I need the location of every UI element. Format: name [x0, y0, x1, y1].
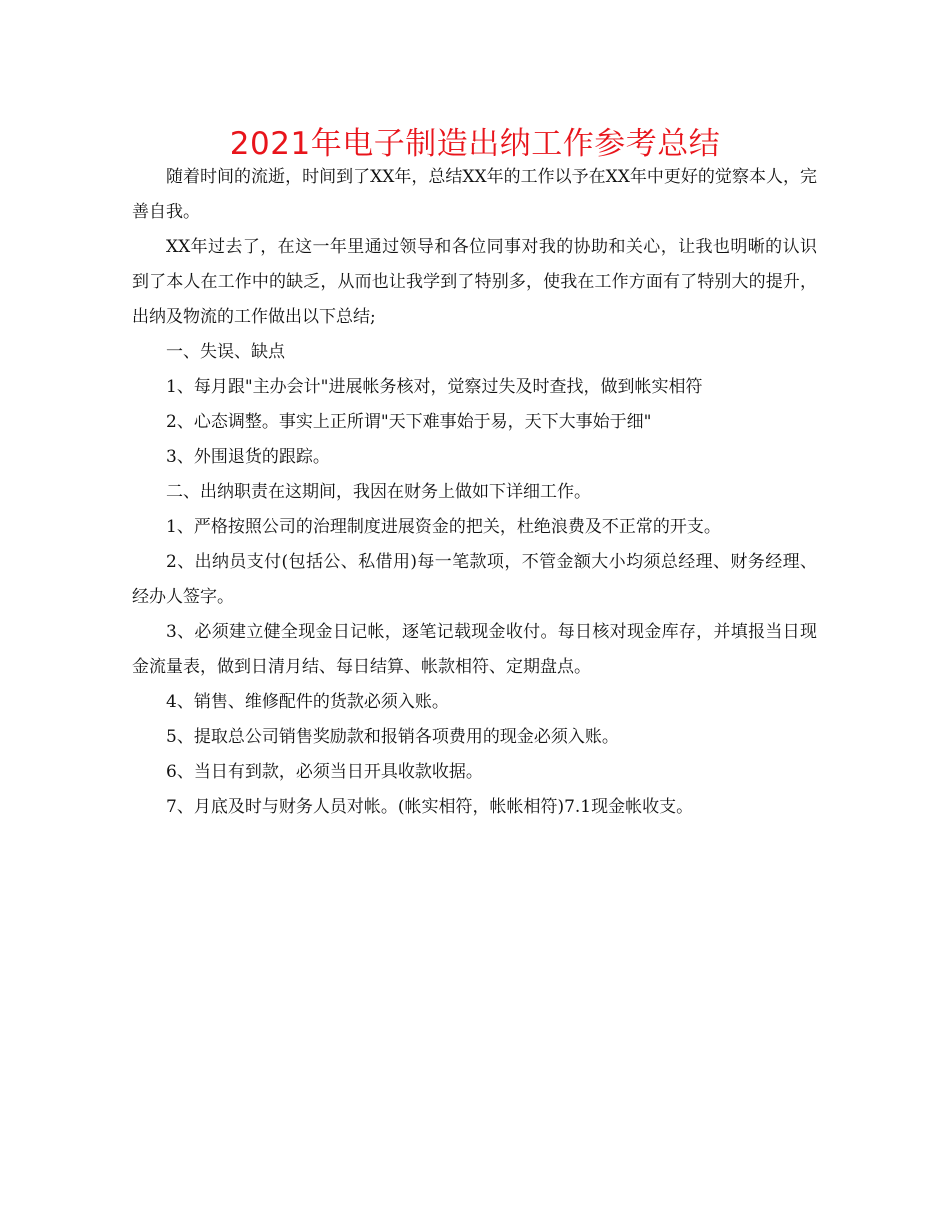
list-item: 3、外围退货的跟踪。	[166, 447, 330, 467]
list-item: 2、出纳员支付(包括公、私借用)每一笔款项，不管金额大小均须总经理、财务经理、经办人签字。	[132, 552, 817, 607]
section-heading-mistakes: 一、失误、缺点	[166, 342, 285, 362]
list-item: 5、提取总公司销售奖励款和报销各项费用的现金必须入账。	[166, 727, 619, 747]
list-item: 6、当日有到款，必须当日开具收款收据。	[166, 762, 483, 782]
list-item: 7、月底及时与财务人员对帐。(帐实相符，帐帐相符)7.1现金帐收支。	[166, 797, 694, 817]
document-body	[132, 160, 817, 825]
list-item: 4、销售、维修配件的货款必须入账。	[166, 692, 449, 712]
list-item: 3、必须建立健全现金日记帐，逐笔记载现金收付。每日核对现金库存，并填报当日现金流量表，做到日清月结、每日结算、帐款相符、定期盘点。	[132, 622, 817, 677]
paragraph-intro: 随着时间的流逝，时间到了XX年，总结XX年的工作以予在XX年中更好的觉察本人，完善自我。	[132, 167, 817, 222]
document-title: 2021年电子制造出纳工作参考总结	[229, 126, 721, 162]
list-item: 1、每月跟"主办会计"进展帐务核对，觉察过失及时查找，做到帐实相符	[166, 377, 703, 397]
paragraph-summary: XX年过去了，在这一年里通过领导和各位同事对我的协助和关心，让我也明晰的认识到了本人在工作中的缺乏，从而也让我学到了特别多，使我在工作方面有了特别大的提升，出纳及物流的工作做出以下总结;	[132, 237, 817, 327]
list-item: 1、严格按照公司的治理制度进展资金的把关，杜绝浪费及不正常的开支。	[166, 517, 721, 537]
list-item: 2、心态调整。事实上正所谓"天下难事始于易，天下大事始于细"	[166, 412, 652, 432]
section-heading-duties: 二、出纳职责在这期间，我因在财务上做如下详细工作。	[166, 482, 591, 502]
